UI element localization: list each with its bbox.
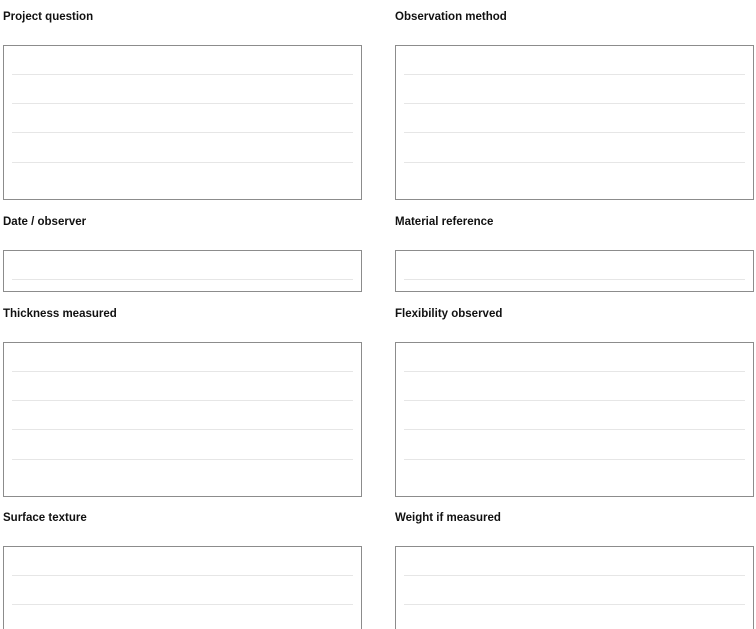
field-label: Observation method — [395, 11, 507, 23]
date-observer-input[interactable] — [3, 250, 362, 292]
writing-line — [12, 74, 353, 75]
writing-line — [404, 371, 745, 372]
field-thickness-measured — [3, 307, 362, 498]
field-flexibility-observed — [395, 307, 754, 498]
writing-line — [12, 429, 353, 430]
writing-line — [12, 371, 353, 372]
writing-line — [404, 429, 745, 430]
writing-line — [12, 162, 353, 163]
field-label: Flexibility observed — [395, 308, 503, 320]
project-question-input[interactable] — [3, 45, 362, 200]
writing-line — [404, 459, 745, 460]
thickness-measured-input[interactable] — [3, 342, 362, 497]
field-material-reference — [395, 215, 754, 293]
writing-line — [12, 279, 353, 280]
writing-line — [404, 575, 745, 576]
surface-texture-input[interactable] — [3, 546, 362, 629]
field-label: Weight if measured — [395, 512, 501, 524]
field-label: Surface texture — [3, 512, 87, 524]
writing-line — [404, 74, 745, 75]
writing-line — [404, 279, 745, 280]
writing-line — [12, 604, 353, 605]
writing-line — [404, 103, 745, 104]
field-label: Date / observer — [3, 216, 87, 228]
writing-line — [12, 132, 353, 133]
flexibility-observed-input[interactable] — [395, 342, 754, 497]
writing-line — [12, 400, 353, 401]
writing-line — [12, 459, 353, 460]
writing-line — [12, 575, 353, 576]
field-label: Project question — [3, 11, 94, 23]
writing-line — [404, 162, 745, 163]
field-label: Thickness measured — [3, 308, 117, 320]
field-project-question — [3, 10, 362, 201]
observation-method-input[interactable] — [395, 45, 754, 200]
writing-line — [404, 400, 745, 401]
field-observation-method — [395, 10, 754, 201]
writing-line — [12, 103, 353, 104]
weight-if-measured-input[interactable] — [395, 546, 754, 629]
field-surface-texture — [3, 511, 362, 629]
writing-line — [404, 604, 745, 605]
field-date-observer — [3, 215, 362, 293]
material-reference-input[interactable] — [395, 250, 754, 292]
field-weight-if-measured — [395, 511, 754, 629]
writing-line — [404, 132, 745, 133]
field-label: Material reference — [395, 216, 494, 228]
